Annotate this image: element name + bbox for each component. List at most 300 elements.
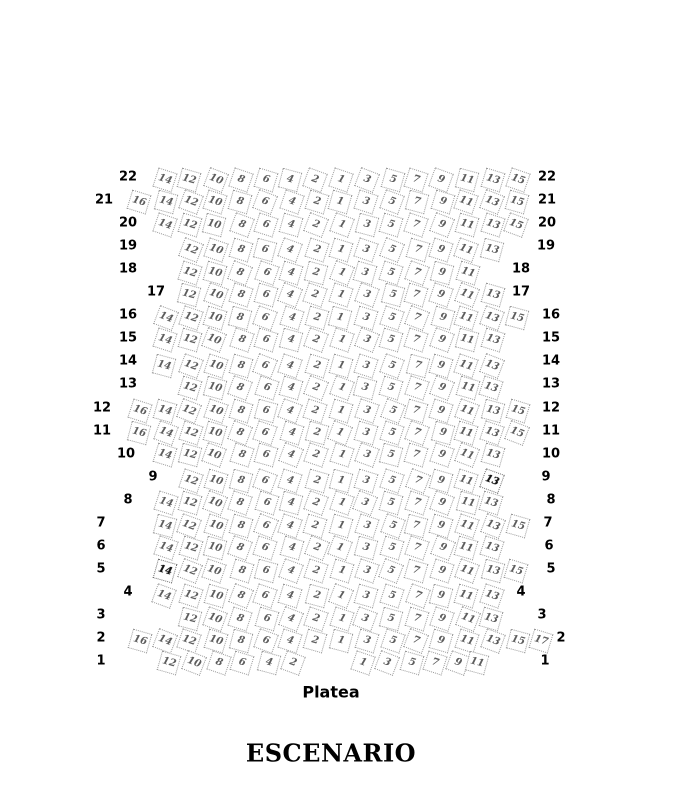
- seat-row21-num7[interactable]: 7: [405, 190, 429, 214]
- seat-row1-num5[interactable]: 5: [399, 651, 424, 676]
- seat-row4-num13[interactable]: 13: [479, 583, 504, 608]
- seat-row19-num1[interactable]: 1: [328, 238, 353, 263]
- seat-row15-num2[interactable]: 2: [303, 327, 329, 353]
- seat-row10-num11[interactable]: 11: [455, 442, 481, 468]
- seat-row10-num1[interactable]: 1: [329, 443, 354, 468]
- seat-row5-num10[interactable]: 10: [202, 558, 227, 583]
- seat-row11-num2[interactable]: 2: [304, 421, 328, 445]
- seat-row15-num8[interactable]: 8: [229, 327, 254, 352]
- seat-row8-num12[interactable]: 12: [178, 491, 203, 516]
- seat-row22-num3[interactable]: 3: [354, 167, 380, 193]
- seat-row22-num8[interactable]: 8: [228, 167, 253, 192]
- seat-row19-num6[interactable]: 6: [253, 238, 277, 262]
- seat-row13-num6[interactable]: 6: [254, 375, 279, 400]
- seat-row18-num12[interactable]: 12: [178, 260, 203, 285]
- seat-row1-num1[interactable]: 1: [350, 651, 375, 676]
- seat-row2-num4[interactable]: 4: [278, 628, 303, 653]
- seat-row18-num3[interactable]: 3: [353, 260, 378, 285]
- seat-row13-num9[interactable]: 9: [429, 375, 455, 401]
- seat-row15-num10[interactable]: 10: [202, 327, 228, 353]
- seat-row9-num4[interactable]: 4: [277, 468, 302, 493]
- seat-row4-num2[interactable]: 2: [305, 584, 329, 608]
- seat-row9-num6[interactable]: 6: [252, 468, 278, 494]
- seat-row13-num11[interactable]: 11: [456, 376, 481, 401]
- seat-row14-num5[interactable]: 5: [379, 353, 405, 379]
- seat-row1-num8[interactable]: 8: [206, 651, 231, 676]
- seat-row13-num13[interactable]: 13: [478, 375, 503, 400]
- seat-row2-num13[interactable]: 13: [480, 628, 506, 654]
- seat-row12-num13[interactable]: 13: [480, 398, 504, 422]
- seat-row5-num15[interactable]: 15: [504, 558, 529, 583]
- seat-row5-num8[interactable]: 8: [229, 558, 254, 583]
- seat-row22-num10[interactable]: 10: [204, 167, 230, 193]
- seat-row14-num13[interactable]: 13: [479, 353, 505, 379]
- seat-row6-num12[interactable]: 12: [178, 536, 203, 561]
- seat-row8-num5[interactable]: 5: [379, 491, 404, 516]
- seat-row8-num11[interactable]: 11: [456, 491, 480, 515]
- seat-row15-num13[interactable]: 13: [481, 328, 506, 353]
- seat-row12-num4[interactable]: 4: [278, 398, 304, 424]
- seat-row13-num8[interactable]: 8: [227, 375, 253, 401]
- seat-row22-num7[interactable]: 7: [403, 167, 428, 192]
- seat-row12-num6[interactable]: 6: [254, 398, 278, 422]
- seat-row5-num2[interactable]: 2: [303, 558, 328, 583]
- seat-row9-num5[interactable]: 5: [379, 468, 404, 493]
- seat-row2-num6[interactable]: 6: [253, 628, 279, 654]
- seat-row6-num5[interactable]: 5: [379, 536, 404, 561]
- seat-row16-num10[interactable]: 10: [203, 305, 228, 330]
- seat-row10-num14[interactable]: 14: [153, 443, 178, 468]
- seat-row2-num16[interactable]: 16: [128, 629, 153, 654]
- seat-row6-num7[interactable]: 7: [404, 535, 429, 560]
- seat-row15-num11[interactable]: 11: [455, 328, 479, 352]
- seat-row15-num5[interactable]: 5: [378, 328, 403, 353]
- seat-row20-num14[interactable]: 14: [152, 212, 177, 237]
- seat-row7-num6[interactable]: 6: [253, 513, 279, 539]
- seat-row13-num3[interactable]: 3: [353, 376, 377, 400]
- seat-row22-num13[interactable]: 13: [480, 168, 505, 193]
- seat-row14-num6[interactable]: 6: [252, 353, 278, 379]
- seat-row9-num12[interactable]: 12: [179, 468, 204, 493]
- seat-row21-num12[interactable]: 12: [178, 190, 204, 216]
- seat-row7-num4[interactable]: 4: [278, 513, 303, 538]
- seat-row22-num2[interactable]: 2: [302, 167, 328, 193]
- seat-row21-num1[interactable]: 1: [328, 190, 353, 215]
- seat-row2-num11[interactable]: 11: [454, 628, 479, 653]
- seat-row18-num2[interactable]: 2: [304, 261, 328, 285]
- seat-row17-num4[interactable]: 4: [277, 282, 303, 308]
- seat-row4-num5[interactable]: 5: [379, 583, 404, 608]
- seat-row20-num7[interactable]: 7: [403, 212, 428, 237]
- seat-row18-num10[interactable]: 10: [203, 260, 228, 285]
- seat-row15-num9[interactable]: 9: [429, 327, 455, 353]
- seat-row10-num12[interactable]: 12: [178, 443, 202, 467]
- seat-row2-num12[interactable]: 12: [177, 628, 202, 653]
- seat-row16-num11[interactable]: 11: [453, 305, 478, 330]
- seat-row14-num9[interactable]: 9: [428, 353, 453, 378]
- seat-row12-num16[interactable]: 16: [127, 398, 152, 423]
- seat-row11-num1[interactable]: 1: [327, 420, 353, 446]
- seat-row20-num11[interactable]: 11: [455, 213, 480, 238]
- seat-row19-num11[interactable]: 11: [454, 238, 480, 264]
- seat-row2-num17[interactable]: 17: [529, 629, 554, 654]
- seat-row7-num15[interactable]: 15: [506, 513, 531, 538]
- seat-row14-num8[interactable]: 8: [228, 353, 253, 378]
- seat-row4-num3[interactable]: 3: [354, 584, 379, 609]
- seat-row6-num2[interactable]: 2: [304, 535, 330, 561]
- seat-row21-num5[interactable]: 5: [379, 190, 405, 216]
- seat-row4-num4[interactable]: 4: [277, 584, 302, 609]
- seat-row2-num3[interactable]: 3: [354, 629, 379, 654]
- seat-row8-num13[interactable]: 13: [479, 491, 504, 516]
- seat-row4-num7[interactable]: 7: [405, 583, 431, 609]
- seat-row2-num7[interactable]: 7: [403, 628, 429, 654]
- seat-row14-num1[interactable]: 1: [328, 353, 353, 378]
- seat-row14-num11[interactable]: 11: [454, 353, 479, 378]
- seat-row4-num10[interactable]: 10: [204, 584, 229, 609]
- seat-row11-num4[interactable]: 4: [279, 420, 304, 445]
- seat-row9-num3[interactable]: 3: [354, 468, 379, 493]
- seat-row6-num13[interactable]: 13: [479, 536, 504, 561]
- seat-row18-num9[interactable]: 9: [430, 261, 454, 285]
- seat-row16-num6[interactable]: 6: [252, 305, 278, 331]
- seat-row22-num6[interactable]: 6: [253, 168, 278, 193]
- seat-row9-num2[interactable]: 2: [305, 468, 330, 493]
- seat-row5-num7[interactable]: 7: [404, 558, 429, 583]
- seat-row7-num7[interactable]: 7: [403, 514, 427, 538]
- seat-row18-num6[interactable]: 6: [254, 260, 279, 285]
- seat-row20-num6[interactable]: 6: [254, 212, 279, 237]
- seat-row6-num1[interactable]: 1: [327, 535, 353, 561]
- seat-row1-num2[interactable]: 2: [280, 651, 306, 677]
- seat-row14-num14[interactable]: 14: [152, 353, 176, 377]
- seat-row3-num12[interactable]: 12: [178, 606, 202, 630]
- seat-row20-num3[interactable]: 3: [355, 213, 379, 237]
- seat-row4-num1[interactable]: 1: [328, 583, 354, 609]
- seat-row22-num11[interactable]: 11: [455, 168, 479, 192]
- seat-row16-num5[interactable]: 5: [379, 305, 404, 330]
- seat-row7-num1[interactable]: 1: [329, 513, 354, 538]
- seat-row7-num12[interactable]: 12: [176, 513, 202, 539]
- seat-row9-num8[interactable]: 8: [228, 469, 252, 493]
- seat-row6-num14[interactable]: 14: [153, 535, 178, 560]
- seat-row3-num9[interactable]: 9: [430, 606, 455, 631]
- seat-row5-num1[interactable]: 1: [329, 558, 354, 583]
- seat-row3-num1[interactable]: 1: [330, 606, 355, 631]
- seat-row3-num11[interactable]: 11: [455, 606, 481, 632]
- seat-row11-num10[interactable]: 10: [203, 421, 228, 446]
- seat-row19-num12[interactable]: 12: [178, 237, 204, 263]
- seat-row15-num12[interactable]: 12: [177, 328, 202, 353]
- seat-row5-num3[interactable]: 3: [355, 558, 380, 583]
- seat-row15-num14[interactable]: 14: [153, 328, 178, 353]
- seat-row21-num15[interactable]: 15: [505, 190, 530, 215]
- seat-row14-num12[interactable]: 12: [178, 353, 204, 379]
- seat-row12-num1[interactable]: 1: [329, 398, 354, 423]
- seat-row21-num16[interactable]: 16: [127, 190, 152, 215]
- seat-row11-num9[interactable]: 9: [431, 421, 455, 445]
- seat-row7-num13[interactable]: 13: [480, 513, 506, 539]
- seat-row17-num5[interactable]: 5: [380, 283, 404, 307]
- seat-row1-num11[interactable]: 11: [465, 651, 489, 675]
- seat-row14-num2[interactable]: 2: [305, 353, 330, 378]
- seat-row3-num10[interactable]: 10: [202, 606, 228, 632]
- seat-row17-num11[interactable]: 11: [454, 282, 480, 308]
- seat-row16-num7[interactable]: 7: [404, 305, 430, 331]
- seat-row18-num7[interactable]: 7: [404, 260, 430, 286]
- seat-row11-num5[interactable]: 5: [379, 420, 404, 445]
- seat-row5-num13[interactable]: 13: [481, 558, 505, 582]
- seat-row21-num13[interactable]: 13: [479, 190, 505, 216]
- seat-row8-num1[interactable]: 1: [329, 491, 354, 516]
- seat-row4-num6[interactable]: 6: [253, 583, 278, 608]
- seat-row3-num8[interactable]: 8: [227, 606, 252, 631]
- seat-row14-num4[interactable]: 4: [277, 353, 302, 378]
- seat-row16-num3[interactable]: 3: [353, 305, 378, 330]
- seat-row4-num14[interactable]: 14: [151, 583, 177, 609]
- seat-row13-num4[interactable]: 4: [279, 376, 304, 401]
- seat-row21-num9[interactable]: 9: [430, 190, 455, 215]
- seat-row12-num12[interactable]: 12: [176, 398, 202, 424]
- seat-row8-num9[interactable]: 9: [429, 490, 455, 516]
- seat-row13-num5[interactable]: 5: [379, 376, 404, 401]
- seat-row12-num9[interactable]: 9: [429, 398, 454, 423]
- seat-row10-num2[interactable]: 2: [303, 443, 328, 468]
- seat-row1-num10[interactable]: 10: [181, 651, 207, 677]
- seat-row9-num7[interactable]: 7: [405, 468, 431, 494]
- seat-row20-num15[interactable]: 15: [503, 212, 529, 238]
- seat-row3-num3[interactable]: 3: [353, 606, 379, 632]
- seat-row8-num14[interactable]: 14: [153, 491, 178, 516]
- seat-row10-num9[interactable]: 9: [429, 443, 454, 468]
- seat-row20-num10[interactable]: 10: [202, 213, 226, 237]
- seat-row4-num12[interactable]: 12: [179, 583, 204, 608]
- seat-row17-num3[interactable]: 3: [354, 282, 380, 308]
- seat-row15-num7[interactable]: 7: [404, 328, 429, 353]
- seat-row10-num4[interactable]: 4: [278, 442, 304, 468]
- seat-row5-num9[interactable]: 9: [429, 558, 454, 583]
- seat-row20-num8[interactable]: 8: [229, 212, 255, 238]
- seat-row14-num10[interactable]: 10: [203, 353, 228, 378]
- seat-row8-num7[interactable]: 7: [404, 491, 429, 516]
- seat-row18-num8[interactable]: 8: [227, 260, 253, 286]
- seat-row18-num5[interactable]: 5: [378, 260, 403, 285]
- seat-row10-num5[interactable]: 5: [378, 443, 402, 467]
- seat-row4-num11[interactable]: 11: [454, 584, 479, 609]
- seat-row19-num2[interactable]: 2: [304, 238, 329, 263]
- seat-row21-num2[interactable]: 2: [304, 190, 329, 215]
- seat-row11-num8[interactable]: 8: [227, 420, 253, 446]
- seat-row5-num12[interactable]: 12: [177, 558, 203, 584]
- seat-row10-num8[interactable]: 8: [229, 443, 254, 468]
- seat-row12-num2[interactable]: 2: [302, 398, 327, 423]
- seat-row14-num7[interactable]: 7: [405, 353, 429, 377]
- seat-row5-num4[interactable]: 4: [278, 558, 304, 584]
- seat-row17-num1[interactable]: 1: [329, 283, 354, 308]
- seat-row10-num7[interactable]: 7: [404, 443, 429, 468]
- seat-row12-num14[interactable]: 14: [152, 398, 177, 423]
- seat-row16-num14[interactable]: 14: [153, 305, 179, 331]
- seat-row1-num4[interactable]: 4: [257, 651, 281, 675]
- seat-row9-num13[interactable]: 13: [479, 468, 505, 494]
- seat-row21-num3[interactable]: 3: [353, 190, 378, 215]
- seat-row1-num9[interactable]: 9: [445, 651, 471, 677]
- seat-row8-num3[interactable]: 3: [352, 490, 378, 516]
- seat-row11-num13[interactable]: 13: [479, 420, 504, 445]
- seat-row22-num14[interactable]: 14: [152, 167, 177, 192]
- seat-row16-num8[interactable]: 8: [228, 305, 252, 329]
- seat-row17-num12[interactable]: 12: [177, 283, 201, 307]
- seat-row6-num3[interactable]: 3: [354, 536, 378, 560]
- seat-row17-num2[interactable]: 2: [302, 283, 327, 308]
- seat-row8-num10[interactable]: 10: [202, 490, 228, 516]
- seat-row21-num4[interactable]: 4: [279, 190, 304, 215]
- seat-row21-num14[interactable]: 14: [154, 190, 178, 214]
- seat-row7-num2[interactable]: 2: [303, 513, 328, 538]
- seat-row11-num12[interactable]: 12: [178, 420, 203, 445]
- seat-row19-num8[interactable]: 8: [228, 238, 253, 263]
- seat-row11-num3[interactable]: 3: [353, 421, 378, 446]
- seat-row6-num10[interactable]: 10: [203, 536, 227, 560]
- seat-row4-num8[interactable]: 8: [228, 583, 254, 609]
- seat-row13-num12[interactable]: 12: [178, 376, 203, 401]
- seat-row3-num7[interactable]: 7: [404, 606, 429, 631]
- seat-row20-num4[interactable]: 4: [279, 213, 304, 238]
- seat-row12-num11[interactable]: 11: [454, 398, 480, 424]
- seat-row22-num15[interactable]: 15: [506, 167, 531, 192]
- seat-row6-num9[interactable]: 9: [430, 535, 456, 561]
- seat-row22-num5[interactable]: 5: [380, 168, 405, 193]
- seat-row10-num10[interactable]: 10: [202, 443, 228, 469]
- seat-row9-num11[interactable]: 11: [454, 468, 479, 493]
- seat-row10-num6[interactable]: 6: [254, 443, 279, 468]
- seat-row1-num6[interactable]: 6: [230, 651, 255, 676]
- seat-row16-num1[interactable]: 1: [328, 305, 352, 329]
- seat-row12-num8[interactable]: 8: [229, 398, 254, 423]
- seat-row1-num7[interactable]: 7: [422, 651, 447, 676]
- seat-row2-num5[interactable]: 5: [380, 628, 405, 653]
- seat-row18-num11[interactable]: 11: [455, 260, 480, 285]
- seat-row22-num1[interactable]: 1: [328, 167, 353, 192]
- seat-row2-num14[interactable]: 14: [152, 628, 178, 654]
- seat-row20-num13[interactable]: 13: [480, 212, 505, 237]
- seat-row1-num3[interactable]: 3: [374, 651, 400, 677]
- seat-row3-num4[interactable]: 4: [278, 606, 304, 632]
- seat-row15-num1[interactable]: 1: [329, 327, 354, 352]
- seat-row21-num6[interactable]: 6: [252, 190, 278, 216]
- seat-row19-num10[interactable]: 10: [203, 238, 228, 263]
- seat-row9-num10[interactable]: 10: [203, 468, 228, 493]
- seat-row13-num7[interactable]: 7: [404, 375, 429, 400]
- seat-row7-num9[interactable]: 9: [429, 513, 454, 538]
- seat-row19-num7[interactable]: 7: [405, 238, 430, 263]
- seat-row16-num2[interactable]: 2: [304, 305, 329, 330]
- seat-row7-num11[interactable]: 11: [454, 513, 479, 538]
- seat-row4-num9[interactable]: 9: [429, 584, 453, 608]
- seat-row3-num5[interactable]: 5: [379, 606, 403, 630]
- seat-row3-num6[interactable]: 6: [254, 606, 279, 631]
- seat-row13-num1[interactable]: 1: [329, 375, 355, 401]
- seat-row16-num12[interactable]: 12: [178, 305, 203, 330]
- seat-row7-num14[interactable]: 14: [152, 514, 176, 538]
- seat-row16-num15[interactable]: 15: [505, 305, 529, 329]
- seat-row13-num10[interactable]: 10: [203, 376, 227, 400]
- seat-row7-num10[interactable]: 10: [204, 513, 229, 538]
- seat-row2-num8[interactable]: 8: [229, 629, 253, 653]
- seat-row19-num13[interactable]: 13: [480, 238, 504, 262]
- seat-row20-num5[interactable]: 5: [378, 212, 403, 237]
- seat-row5-num14[interactable]: 14: [153, 558, 178, 583]
- seat-row5-num5[interactable]: 5: [378, 558, 404, 584]
- seat-row2-num1[interactable]: 1: [329, 629, 353, 653]
- seat-row12-num3[interactable]: 3: [354, 398, 379, 423]
- seat-row17-num13[interactable]: 13: [480, 283, 505, 308]
- seat-row2-num2[interactable]: 2: [303, 629, 328, 654]
- seat-row19-num9[interactable]: 9: [428, 238, 453, 263]
- seat-row22-num12[interactable]: 12: [177, 168, 202, 193]
- seat-row19-num4[interactable]: 4: [277, 238, 303, 264]
- seat-row21-num8[interactable]: 8: [228, 190, 253, 215]
- seat-row6-num11[interactable]: 11: [454, 536, 479, 561]
- seat-row2-num15[interactable]: 15: [506, 629, 530, 653]
- seat-row17-num9[interactable]: 9: [429, 283, 454, 308]
- seat-row3-num2[interactable]: 2: [303, 606, 328, 631]
- seat-row21-num10[interactable]: 10: [203, 190, 228, 215]
- seat-row8-num4[interactable]: 4: [279, 491, 303, 515]
- seat-row5-num11[interactable]: 11: [455, 558, 481, 584]
- seat-row22-num4[interactable]: 4: [278, 168, 302, 192]
- seat-row8-num8[interactable]: 8: [227, 491, 252, 516]
- seat-row15-num4[interactable]: 4: [279, 328, 303, 352]
- seat-row11-num14[interactable]: 14: [153, 420, 179, 446]
- seat-row18-num1[interactable]: 1: [329, 260, 355, 286]
- seat-row8-num2[interactable]: 2: [303, 490, 329, 516]
- seat-row17-num6[interactable]: 6: [253, 283, 278, 308]
- seat-row19-num5[interactable]: 5: [379, 237, 405, 263]
- seat-row14-num3[interactable]: 3: [354, 353, 379, 378]
- seat-row16-num9[interactable]: 9: [430, 305, 455, 330]
- seat-row9-num1[interactable]: 1: [328, 469, 352, 493]
- seat-row12-num10[interactable]: 10: [204, 398, 229, 423]
- seat-row17-num8[interactable]: 8: [228, 283, 253, 308]
- seat-row12-num5[interactable]: 5: [380, 398, 406, 424]
- seat-row6-num4[interactable]: 4: [280, 536, 305, 561]
- seat-row22-num9[interactable]: 9: [428, 167, 454, 193]
- seat-row2-num10[interactable]: 10: [204, 629, 229, 654]
- seat-row10-num3[interactable]: 3: [355, 443, 381, 469]
- seat-row15-num6[interactable]: 6: [254, 328, 279, 353]
- seat-row13-num2[interactable]: 2: [303, 375, 329, 401]
- seat-row6-num6[interactable]: 6: [252, 536, 277, 561]
- seat-row7-num8[interactable]: 8: [229, 513, 254, 538]
- seat-row8-num6[interactable]: 6: [254, 491, 279, 516]
- seat-row17-num10[interactable]: 10: [204, 282, 230, 308]
- seat-row11-num11[interactable]: 11: [453, 420, 478, 445]
- seat-row2-num9[interactable]: 9: [429, 629, 454, 654]
- seat-row19-num3[interactable]: 3: [354, 238, 379, 263]
- seat-row15-num3[interactable]: 3: [354, 327, 380, 353]
- seat-row5-num6[interactable]: 6: [254, 558, 278, 582]
- seat-row3-num13[interactable]: 13: [479, 606, 504, 631]
- seat-row11-num15[interactable]: 15: [504, 420, 530, 446]
- seat-row20-num9[interactable]: 9: [429, 212, 455, 238]
- seat-row20-num1[interactable]: 1: [329, 212, 355, 238]
- seat-row18-num4[interactable]: 4: [279, 260, 304, 285]
- seat-row12-num7[interactable]: 7: [403, 398, 428, 423]
- seat-row21-num11[interactable]: 11: [453, 190, 478, 215]
- seat-row9-num9[interactable]: 9: [428, 468, 453, 493]
- seat-row16-num4[interactable]: 4: [279, 305, 304, 330]
